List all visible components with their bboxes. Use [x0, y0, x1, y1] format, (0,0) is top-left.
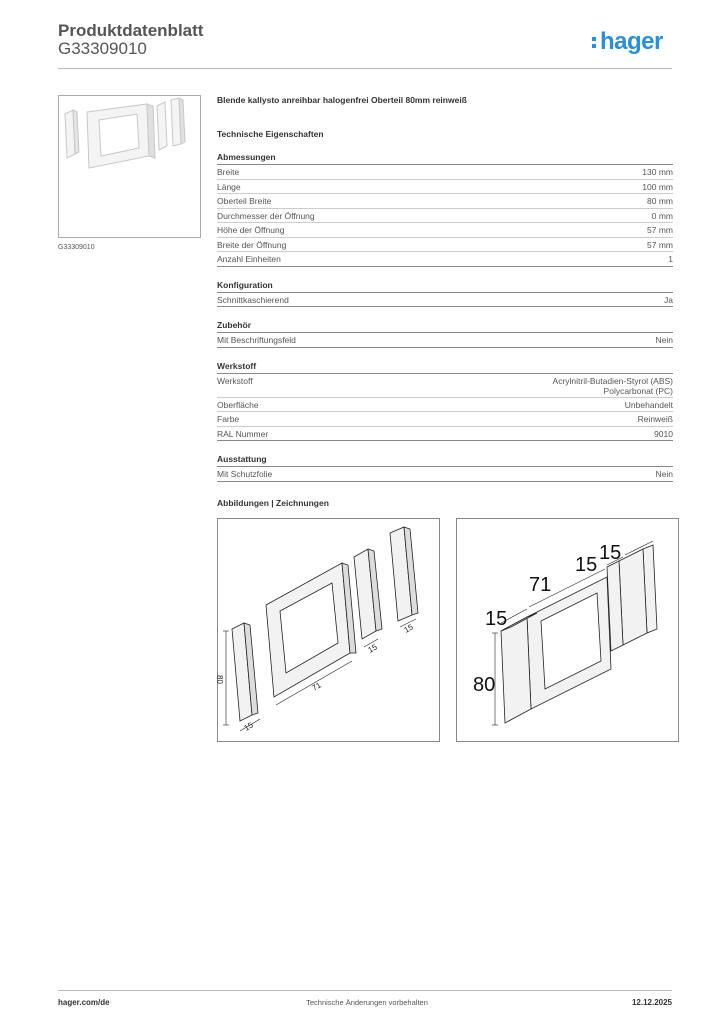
dim-right-width-label: 71: [529, 574, 552, 596]
dim-connector-label: 15: [366, 642, 379, 655]
section-konfiguration: [217, 280, 673, 308]
row-value: Reinweiß: [637, 414, 673, 424]
section-title: Zubehör: [217, 320, 673, 333]
row-value: 57 mm: [647, 239, 673, 250]
page-title: Produktdatenblatt: [58, 21, 204, 40]
row-value: Unbehandelt: [624, 399, 673, 410]
table-row: [217, 427, 673, 442]
product-title: Blende kallysto anreihbar halogenfrei Oberteil 80mm reinweiß: [217, 95, 467, 105]
footer-divider: [58, 990, 672, 991]
table-row: [217, 412, 673, 427]
dim-right-a-label: 15: [575, 554, 598, 576]
section-title: Werkstoff: [217, 361, 673, 374]
footer-date: 12.12.2025: [631, 998, 672, 1007]
row-label: Breite: [217, 167, 240, 177]
row-value: 9010: [654, 428, 673, 439]
assembled-view-icon: [457, 519, 678, 741]
row-label: Oberfläche: [217, 399, 259, 410]
dim-height-label: 80: [215, 675, 224, 684]
logo-text: hager: [600, 28, 663, 55]
row-value: 130 mm: [642, 167, 673, 177]
table-row: [217, 374, 673, 398]
footer-disclaimer: Technische Änderungen vorbehalten: [306, 998, 428, 1007]
hager-logo: [592, 28, 663, 56]
tech-heading: Technische Eigenschaften: [217, 129, 324, 139]
table-row: [217, 209, 673, 224]
row-label: Anzahl Einheiten: [217, 254, 281, 264]
row-label: RAL Nummer: [217, 428, 269, 439]
row-value: 80 mm: [647, 196, 673, 206]
row-label: Länge: [217, 181, 241, 192]
row-label: Oberteil Breite: [217, 196, 272, 206]
header-divider: [58, 68, 672, 69]
row-label: Mit Schutzfolie: [217, 469, 273, 479]
thumbnail-caption: G33309010: [58, 244, 95, 251]
row-label: Mit Beschriftungsfeld: [217, 335, 296, 345]
table-row: [217, 252, 673, 267]
row-label: Werkstoff: [217, 375, 253, 386]
row-value: Acrylnitril-Butadien-Styrol (ABS) Polycarbonat (PC): [552, 375, 673, 396]
row-value: 57 mm: [647, 225, 673, 235]
row-label: Farbe: [217, 414, 240, 424]
table-row: [217, 165, 673, 180]
article-number: G33309010: [58, 39, 147, 58]
table-row: [217, 238, 673, 253]
exploded-drawing: [217, 518, 440, 742]
section-title: Abmessungen: [217, 152, 673, 165]
section-abmessungen: [217, 152, 673, 267]
row-label: Schnittkaschierend: [217, 294, 289, 305]
product-details: [217, 95, 673, 482]
exploded-view-icon: [215, 519, 439, 741]
row-value: 1: [668, 254, 673, 264]
row-value: Nein: [655, 469, 673, 479]
product-thumbnail: [58, 95, 201, 238]
dim-connector2-label: 15: [402, 622, 415, 635]
row-label: Höhe der Öffnung: [217, 225, 285, 235]
section-ausstattung: [217, 454, 673, 482]
footer-website-link[interactable]: hager.com/de: [58, 998, 110, 1007]
assembled-drawing: [456, 518, 679, 742]
dim-right-height-label: 80: [473, 674, 496, 696]
table-row: [217, 194, 673, 209]
table-row: [217, 467, 673, 482]
section-title: Konfiguration: [217, 280, 673, 293]
dim-width-label: 71: [310, 680, 323, 693]
section-werkstoff: [217, 361, 673, 442]
row-value: Ja: [664, 294, 673, 305]
row-label: Breite der Öffnung: [217, 239, 287, 250]
dim-right-b-label: 15: [599, 542, 622, 564]
logo-dots-icon: [592, 34, 598, 51]
row-value: 100 mm: [642, 181, 673, 192]
dim-right-depth-label: 15: [485, 608, 508, 630]
row-value: Nein: [655, 335, 673, 345]
section-title: Ausstattung: [217, 454, 673, 467]
table-row: [217, 333, 673, 348]
row-value: 0 mm: [651, 210, 673, 221]
table-row: [217, 398, 673, 413]
product-photo-icon: [59, 96, 200, 237]
row-label: Durchmesser der Öffnung: [217, 210, 315, 221]
table-row: [217, 293, 673, 308]
table-row: [217, 223, 673, 238]
dim-endcap-label: 15: [242, 720, 255, 733]
section-zubehoer: [217, 320, 673, 348]
drawings-title: Abbildungen | Zeichnungen: [217, 498, 329, 508]
table-row: [217, 180, 673, 195]
